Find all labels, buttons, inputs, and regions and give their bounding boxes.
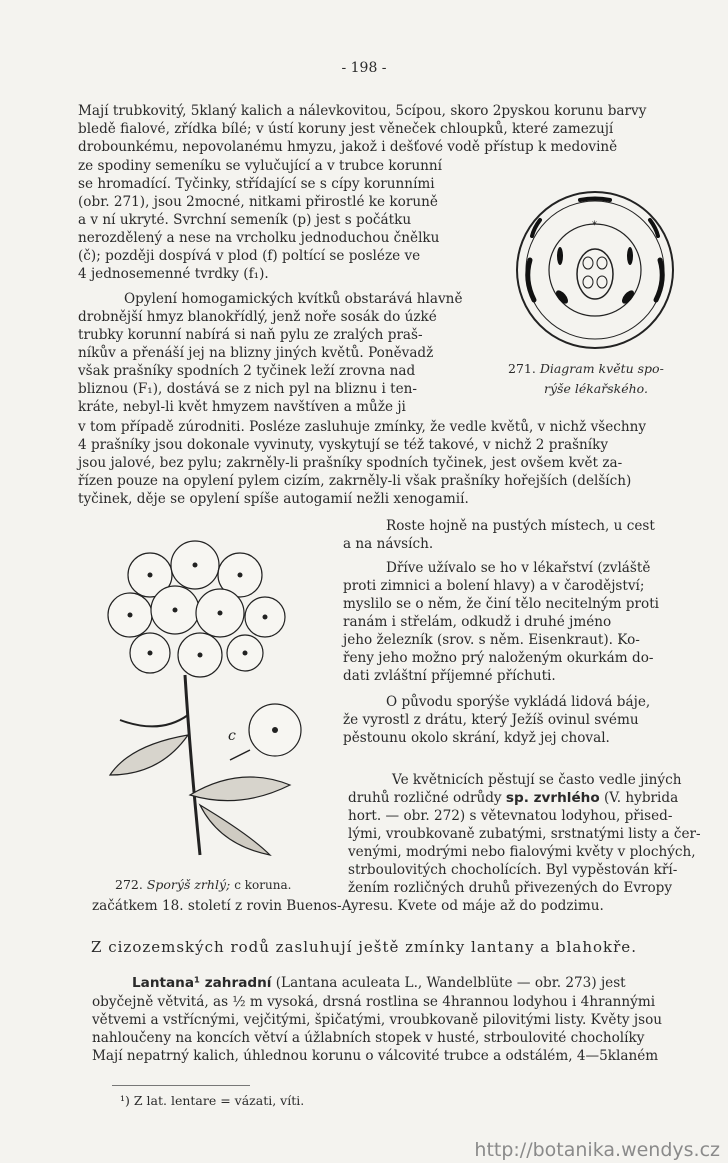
text-line: Mají trubkovitý, 5klaný kalich a nálevkovitou, 5cípou, skoro 2pyskou korunu barvy (78, 103, 647, 119)
species-name: sp. zvrhlého (505, 790, 600, 806)
text-line: jsou jalové, bez pylu; zakrněly-li prašníky spodních tyčinek, jest ovšem květ za- (78, 455, 623, 471)
text-line: bliznou (F₁), dostává se z nich pyl na bliznu i ten- (78, 381, 418, 397)
text-line: lými, vroubkovaně zubatými, srstnatými listy a čer- (348, 826, 701, 842)
figure-271-caption (508, 361, 664, 376)
text-line: (č); později dospívá v plod (f) poltící se posléze ve (78, 248, 421, 264)
caption-number: 271. (508, 361, 536, 376)
caption-text: rýše lékařského. (544, 381, 648, 396)
text-line: 4 prašníky jsou dokonale vyvinuty, vyskytují se též takové, v nichž 2 prašníky (78, 437, 609, 453)
text-line: řízen pouze na opylení pylem cizím, zakrněly-li však prašníky hořejších (delších) (78, 473, 632, 489)
text-line: proti zimnici a bolení hlavy) a v čarodějství; (343, 578, 645, 594)
page-number: - 198 - (341, 60, 387, 76)
text-line: strboulovitých chocholících. Byl vypěstován kří- (348, 862, 678, 878)
text-line: drobounkému, nepovolanému hmyzu, jakož i dešťové vodě přístup k medovině (78, 139, 618, 155)
caption-text: Diagram květu spo- (539, 361, 664, 376)
text-line: O původu sporýše vykládá lidová báje, (386, 694, 651, 710)
text-line: trubky korunní nabírá si naň pylu ze zralých praš- (78, 327, 423, 343)
text-line: Roste hojně na pustých místech, u cest (386, 518, 655, 534)
text-line: dati zvláštní příjemné příchuti. (343, 668, 556, 684)
text-line (348, 790, 678, 807)
text-run: (V. hybrida (599, 790, 679, 806)
figure-272-caption (115, 877, 291, 892)
text-line: obyčejně větvitá, as ½ m vysoká, drsná rostlina se 4hrannou lodyhou i 4hrannými (92, 994, 656, 1010)
text-line: jeho železník (srov. s něm. Eisenkraut). Ko- (343, 632, 640, 648)
text-run: druhů rozličné odrůdy (348, 790, 506, 806)
text-line: se hromadící. Tyčinky, střídající se s cípy korunními (78, 176, 435, 192)
text-line: Mají nepatrný kalich, úhlednou korunu o válcovité trubce a odstálém, 4—5klaném (92, 1048, 659, 1064)
text-line: kráte, nebyl-li květ hmyzem navštíven a může ji (78, 399, 406, 415)
text-line: že vyrostl z drátu, který Ježíš ovinul svému (343, 712, 639, 728)
text-line: venými, modrými nebo fialovými květy v plochých, (348, 844, 696, 860)
text-line: níkův a přenáší jej na blizny jiných květů. Poněvadž (78, 345, 434, 361)
text-line: 4 jednosemenné tvrdky (f₁). (78, 266, 269, 282)
text-line: (obr. 271), jsou 2mocné, nitkami přirostlé ke koruně (78, 194, 438, 210)
text-line: řeny jeho možno prý naloženým okurkám do- (343, 650, 654, 666)
caption-text: Sporýš zrhlý; (146, 877, 231, 892)
text-line: a v ní ukryté. Svrchní semeník (p) jest s počátku (78, 212, 412, 228)
text-line: a na návsích. (343, 536, 434, 552)
caption-sub: c koruna. (234, 878, 292, 892)
svg-text:*: * (592, 220, 597, 231)
text-line (132, 975, 626, 992)
text-line: pěstounu okolo skrání, když jej choval. (343, 730, 610, 746)
text-line: ze spodiny semeníku se vylučující a v trubce korunní (78, 158, 442, 174)
caption-number: 272. (115, 877, 143, 892)
figure-271-caption-cont (544, 381, 648, 396)
text-line: hort. — obr. 272) s větevnatou lodyhou, přised- (348, 808, 673, 824)
text-line: nahloučeny na koncích větví a úžlabních stopek v husté, strboulovité chocholíky (92, 1030, 645, 1046)
text-line: bledě fialové, zřídka bílé; v ústí koruny jest věneček chloupků, které zamezují (78, 121, 614, 137)
source-url: http://botanika.wendys.cz (474, 1139, 720, 1161)
text-line: Ve květnicích pěstují se často vedle jiných (392, 772, 682, 788)
text-line: drobnější hmyz blanokřídlý, jenž noře sosák do úzké (78, 309, 437, 325)
footnote: ¹) Z lat. lentare = vázati, víti. (120, 1093, 305, 1108)
text-line: žením rozličných druhů přivezených do Evropy (348, 880, 673, 896)
section-heading: Z cizozemských rodů zasluhují ještě zmínky lantany a blahokře. (91, 938, 637, 956)
text-line: Opylení homogamických kvítků obstarává hlavně (124, 291, 463, 307)
text-run: (Lantana aculeata L., Wandelblüte — obr. 273) jest (271, 975, 626, 991)
text-line: ranám i střelám, odkudž i druhé jméno (343, 614, 612, 630)
text-line: tyčinek, děje se opylení spíše autogamií nežli xenogamií. (78, 491, 469, 507)
text-line: nerozdělený a nese na vrcholku jednoduchou čnělku (78, 230, 440, 246)
label-c: c (228, 728, 236, 744)
footnote-divider (112, 1085, 250, 1086)
text-line: v tom případě zúrodniti. Posléze zasluhuje zmínky, že vedle květů, v nichž všechny (78, 419, 647, 435)
text-line: větvemi a vstřícnými, vejčitými, špičatými, vroubkovaně pilovitými listy. Květy jsou (92, 1012, 663, 1028)
figure-272-verbena-illustration (90, 535, 320, 865)
figure-271-floral-diagram (500, 190, 690, 350)
text-line: Dříve užívalo se ho v lékařství (zvláště (386, 560, 651, 576)
text-line: však prašníky spodních 2 tyčinek leží zrovna nad (78, 363, 416, 379)
text-line: myslilo se o něm, že činí tělo necitelným proti (343, 596, 660, 612)
species-name: Lantana¹ zahradní (132, 975, 272, 991)
text-line: začátkem 18. století z rovin Buenos-Ayresu. Kvete od máje až do podzimu. (92, 898, 604, 914)
